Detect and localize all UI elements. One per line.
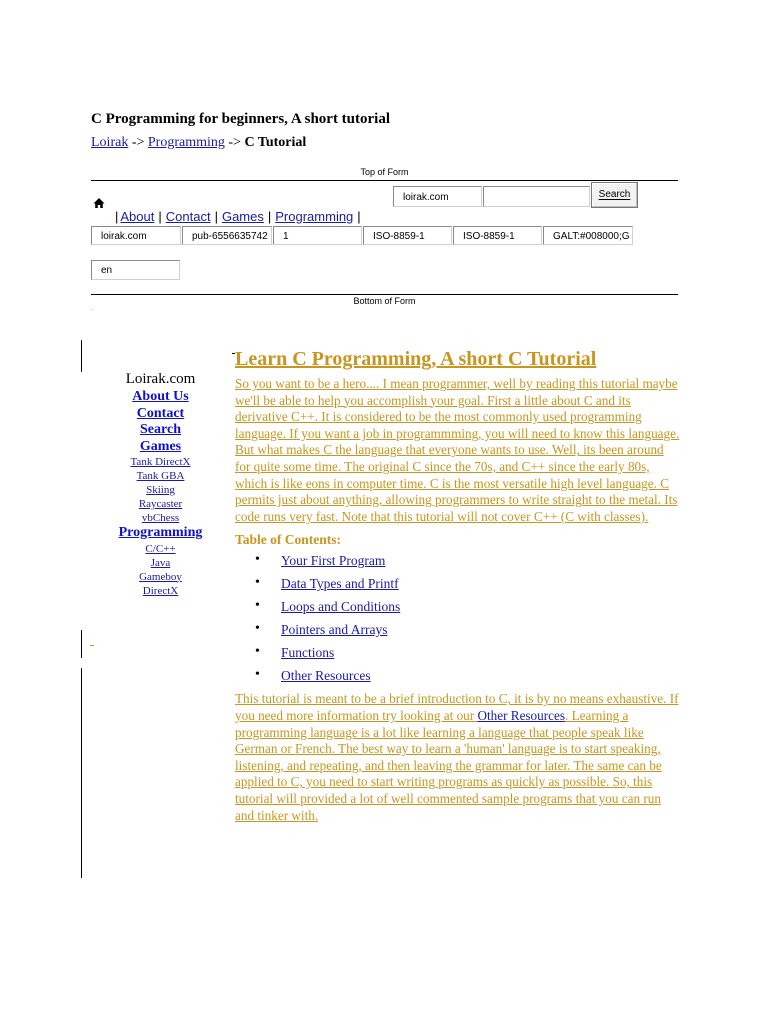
hidden-field-client[interactable]: pub-6556635742 [182,226,272,245]
toc-link-functions[interactable]: Functions [281,645,335,661]
search-button[interactable] [591,182,638,208]
sidebar-brand: Loirak.com [125,371,196,387]
toc-item [235,599,680,622]
nav-separator: | [214,209,218,224]
outro-text-end: . Learning a programming language is a lot like learning a language that people speak like German or French. The best way to learn a 'human' language is to start speaking, listening, and repeating, and then leaving the grammar for later. The same can be applied to C, you need to start writing programs as quickly as possible. So, this tutorial will provided a lot of well commented sample programs that you can run and tinker with. [235,707,662,823]
toc-title: Table of Contents: [235,532,342,548]
nav-separator: | [158,209,162,224]
sidebar-item-directx[interactable]: DirectX [142,584,179,597]
sidebar-item-search[interactable]: Search [140,422,181,437]
toc-item [235,576,680,599]
search-button-label: Search [598,189,631,200]
toc-item [235,622,680,645]
sidebar-item-about-us[interactable]: About Us [132,389,189,404]
toc-link-loops[interactable]: Loops and Conditions [281,599,401,615]
nav-separator: | [115,209,119,224]
home-icon[interactable] [93,196,105,214]
content-heading: Learn C Programming, A short C Tutorial [235,348,597,370]
toc-item [235,668,680,691]
hidden-field-cof[interactable]: GALT:#008000;G [543,226,633,245]
nav-separator: | [357,209,361,224]
anchor-marker [90,645,94,646]
sidebar-item-java[interactable]: Java [150,556,171,569]
toc-link-pointers[interactable]: Pointers and Arrays [281,622,388,638]
toc-link-other-resources[interactable]: Other Resources [281,668,371,684]
left-rule [81,630,82,658]
form-top-divider [91,180,678,181]
nav-separator: | [267,209,272,224]
sidebar-item-contact[interactable]: Contact [136,405,185,421]
hidden-field-ie[interactable]: ISO-8859-1 [363,226,452,245]
hidden-field-lang[interactable]: en [91,260,180,280]
toc-link-data-types[interactable]: Data Types and Printf [281,576,399,592]
sidebar-item-vbchess[interactable]: vbChess [141,512,180,524]
breadcrumb-separator: -> [228,135,241,150]
nav-about[interactable]: About [120,209,155,224]
form-marker [91,309,92,310]
outro-text-start: This tutorial is meant to be a brief introduction to C, it is by no means exhaustive. If you need more information try looking at our [235,691,679,723]
breadcrumb-loirak[interactable]: Loirak [91,135,129,150]
top-nav [111,209,365,224]
toc-item [235,553,680,576]
breadcrumb [91,135,306,151]
left-rule [81,340,82,372]
toc-link-first-program[interactable]: Your First Program [281,553,386,569]
sidebar-item-skiing[interactable]: Skiing [146,484,175,496]
nav-programming[interactable]: Programming [275,209,354,224]
sidebar-item-raycaster[interactable]: Raycaster [138,498,183,510]
sidebar-item-c-cpp[interactable]: C/C++ [145,542,176,555]
outro-link-other-resources[interactable]: Other Resources [477,707,565,723]
left-rule [81,668,82,878]
sidebar-item-tank-directx[interactable]: Tank DirectX [130,456,191,468]
main-content [235,347,680,824]
sidebar [112,371,209,598]
search-input[interactable] [483,186,590,207]
form-bottom-divider [91,294,678,295]
top-of-form-label: Top of Form [360,167,409,177]
nav-games[interactable]: Games [221,209,264,224]
intro-paragraph: So you want to be a hero.... I mean programmer, well by reading this tutorial maybe we'll be able to help you accomplish your goal. First a little about C and its derivative C++. It is considered to be the most commonly used programming language. If you want a job in programmming, you will need to know this language. But what makes C the language that everyone wants to use. Well, its been around for quite some time. The original C since the 70s, and C++ since the early 80s, which is like eons in computer time. C is the most versatile high level language. C permits just about anything, allowing programmers to write straight to the metal. Its code runs very fast. Note that this tutorial will not cover C++ (C with classes). [235,376,680,524]
breadcrumb-separator: -> [131,135,145,150]
sidebar-item-tank-gba[interactable]: Tank GBA [136,470,185,482]
breadcrumb-programming[interactable]: Programming [147,135,225,150]
page-title: C Programming for beginners, A short tutorial [91,111,391,127]
toc-list [235,553,680,691]
toc-item [235,645,680,668]
site-field[interactable]: loirak.com [393,186,482,207]
sidebar-item-games[interactable]: Games [139,438,182,454]
sidebar-item-gameboy[interactable]: Gameboy [139,570,182,583]
bottom-of-form-label: Bottom of Form [353,296,416,306]
hidden-field-oe[interactable]: ISO-8859-1 [453,226,542,245]
sidebar-item-programming[interactable]: Programming [118,525,203,540]
breadcrumb-current: C Tutorial [244,135,307,150]
hidden-field-forid[interactable]: 1 [273,226,362,245]
nav-contact[interactable]: Contact [165,209,211,224]
hidden-field-domain[interactable]: loirak.com [91,226,181,245]
outro-paragraph [235,691,680,824]
